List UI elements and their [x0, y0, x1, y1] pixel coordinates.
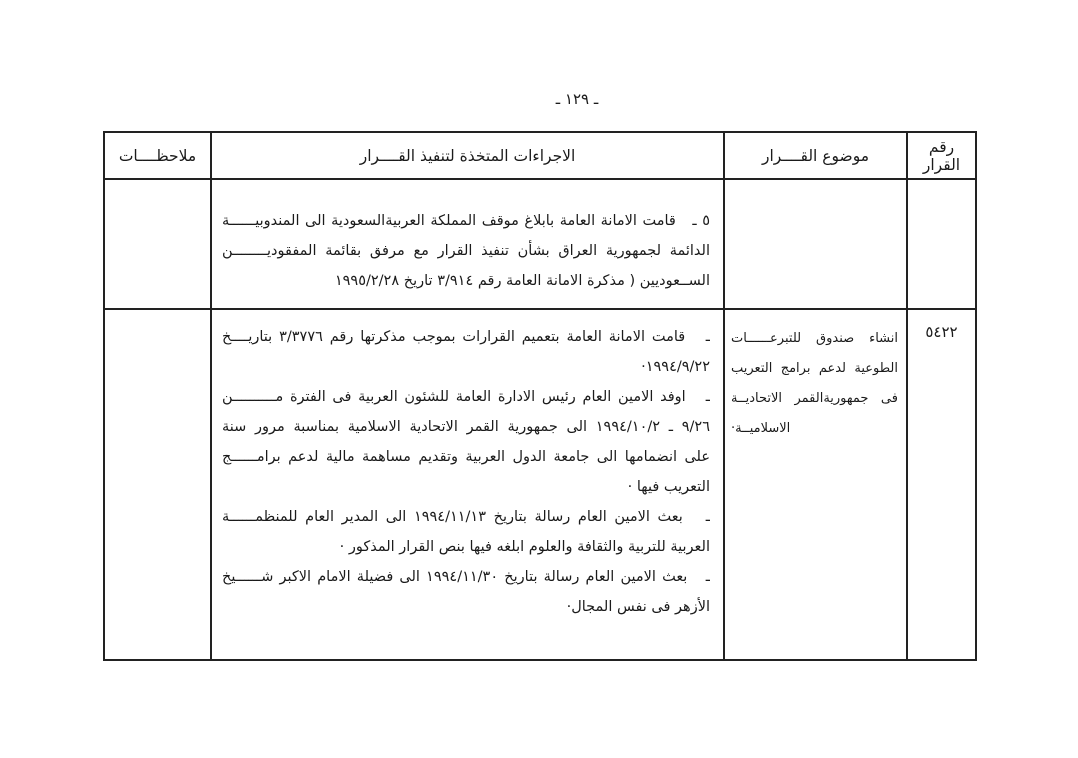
notes-cell — [105, 180, 212, 308]
subject-line: الاسلاميــة· — [731, 421, 791, 436]
action-line: التعريب فيها · — [627, 479, 710, 495]
actions-cell — [212, 310, 725, 659]
subject-line: فى جمهوريةالقمر الاتحاديــة — [731, 391, 898, 406]
header-cell-notes: ملاحظــــات — [105, 133, 212, 178]
subject-cell — [725, 180, 908, 308]
action-line: ١٩٩٤/٩/٢٢· — [641, 359, 710, 375]
action-line: ـ بعث الامين العام رسالة بتاريخ ١٩٩٤/١١/١٣ الى المدير العام للمنظمــــــة — [222, 509, 710, 525]
header-cell-subject: موضوع القــــرار — [725, 133, 908, 178]
table-row-continuation — [105, 180, 975, 310]
subject-line: انشاء صندوق للتبرعــــــات — [731, 331, 898, 346]
action-line: الأزهر فى نفس المجال· — [566, 599, 710, 615]
action-line: ـ اوفد الامين العام رئيس الادارة العامة للشئون العربية فى الفترة مــــــــــن — [222, 389, 710, 405]
notes-cell — [105, 310, 212, 659]
decisions-table — [103, 131, 977, 661]
header-cell-number: رقم القرار — [922, 137, 961, 174]
number-cell — [908, 180, 975, 308]
subject-cell — [725, 310, 908, 659]
actions-cell — [212, 180, 725, 308]
decision-number: ٥٤٢٢ — [925, 323, 958, 341]
action-line: ـ قامت الامانة العامة بتعميم القرارات بموجب مذكرتها رقم ٣/٣٧٧٦ بتاريــــخ — [222, 329, 710, 345]
page-number: ـ ١٢٩ ـ — [555, 90, 599, 108]
action-line: الســعوديين ( مذكرة الامانة العامة رقم ٣/٩١٤ تاريخ ١٩٩٥/٢/٢٨ — [334, 273, 710, 289]
table-row-5422 — [105, 310, 975, 659]
subject-line: الطوعية لدعم برامج التعريب — [731, 361, 898, 376]
header-cell-actions: الاجراءات المتخذة لتنفيذ القــــرار — [212, 133, 725, 178]
action-line: الدائمة لجمهورية العراق بشأن تنفيذ القرار مع مرفق بقائمة المفقوديــــــــن — [222, 243, 710, 259]
action-line: ٩/٢٦ ـ ١٩٩٤/١٠/٢ الى جمهورية القمر الاتحادية الاسلامية بمناسبة مرور سنة — [222, 419, 710, 435]
header-row — [105, 133, 975, 180]
action-line: ٥ ـ قامت الامانة العامة بابلاغ موقف المملكة العربيةالسعودية الى المندوبيــــــة — [222, 213, 710, 229]
action-line: العربية للتربية والثقافة والعلوم ابلغه فيها بنص القرار المذكور · — [339, 539, 710, 555]
action-line: على انضمامها الى جامعة الدول العربية وتقديم مساهمة مالية لدعم برامــــــج — [222, 449, 710, 465]
action-line: ـ بعث الامين العام رسالة بتاريخ ١٩٩٤/١١/٣٠ الى فضيلة الامام الاكبر شــــــيخ — [222, 569, 710, 585]
